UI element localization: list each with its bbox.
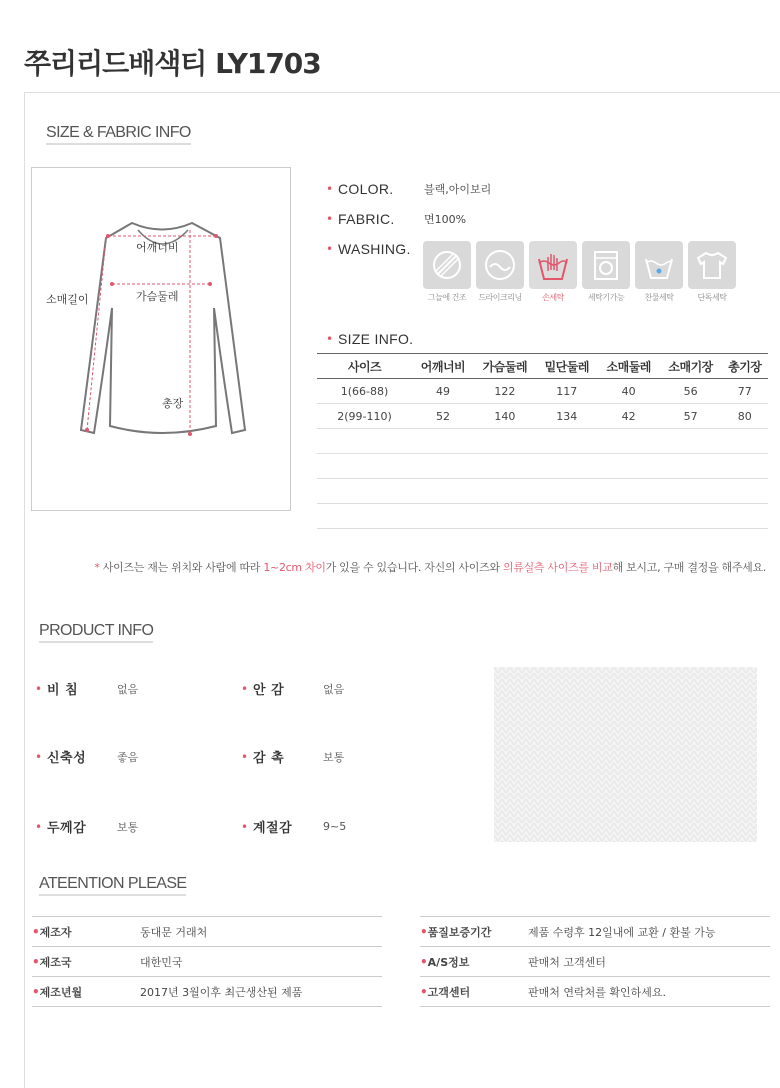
attention-table-right [420, 916, 770, 1007]
product-info-item [35, 679, 138, 698]
washing-icons [423, 241, 736, 303]
size-table-header [317, 354, 768, 379]
table-cell: 77 [722, 379, 768, 404]
size-info-row [326, 331, 413, 347]
bullet-icon: • [326, 212, 334, 226]
col-header: 소매둘레 [598, 354, 660, 379]
tshirt-outline-icon [32, 168, 292, 512]
garment-diagram [31, 167, 291, 511]
bullet-icon: • [326, 242, 334, 256]
bullet-icon: • [420, 984, 428, 999]
shade-dry-icon [423, 241, 471, 289]
color-label: COLOR. [338, 181, 394, 197]
col-header: 사이즈 [317, 354, 412, 379]
attention-key-label: 품질보증기간 [427, 925, 492, 939]
attention-key [32, 947, 140, 977]
diagram-label-length: 총장 [162, 397, 184, 410]
table-cell: 2(99-110) [317, 404, 412, 429]
wash-item-dry-clean [476, 241, 524, 303]
bullet-icon: • [420, 924, 428, 939]
product-info-item [241, 679, 344, 698]
attention-key [32, 977, 140, 1007]
bullet-icon: • [35, 749, 43, 764]
wash-item-cold-wash [635, 241, 683, 303]
table-cell: 57 [660, 404, 722, 429]
attention-value: 대한민국 [140, 947, 382, 977]
attention-value: 판매처 연락처를 확인하세요. [528, 977, 770, 1007]
washing-row [326, 241, 424, 257]
table-cell: 117 [536, 379, 598, 404]
washing-label: WASHING. [338, 241, 411, 257]
bullet-icon: • [326, 182, 334, 196]
table-row [420, 917, 770, 947]
table-row [317, 404, 768, 429]
col-header: 소매기장 [660, 354, 722, 379]
product-info-value: 보통 [323, 750, 345, 764]
note-text-2: 가 있을 수 있습니다. 자신의 사이즈와 [325, 561, 503, 574]
bullet-icon: • [32, 954, 40, 969]
bullet-icon: • [32, 924, 40, 939]
bullet-icon: • [35, 819, 43, 834]
table-row [32, 917, 382, 947]
col-header: 가슴둘레 [474, 354, 536, 379]
table-row-empty [317, 429, 768, 454]
table-row-empty [317, 454, 768, 479]
attention-key [32, 917, 140, 947]
machine-wash-icon [582, 241, 630, 289]
fabric-value: 면100% [424, 213, 467, 226]
note-highlight-1: 1~2cm 차이 [263, 561, 326, 574]
product-title: 쭈리리드배색티 LY1703 [24, 47, 321, 80]
product-info-heading: PRODUCT INFO [39, 622, 153, 643]
wash-caption: 단독세탁 [697, 293, 727, 302]
product-info-value: 보통 [117, 820, 139, 834]
product-info-value: 9~5 [323, 820, 347, 833]
attention-key-label: A/S정보 [427, 955, 470, 969]
wash-caption: 찬물세탁 [644, 293, 674, 302]
diagram-label-shoulder: 어깨너비 [136, 241, 179, 254]
attention-key-label: 고객센터 [427, 985, 471, 999]
table-cell: 40 [598, 379, 660, 404]
attention-key-label: 제조자 [39, 925, 72, 939]
wash-caption: 손세탁 [542, 293, 564, 302]
table-cell: 52 [412, 404, 474, 429]
wash-item-hand-wash [529, 241, 577, 303]
size-info-label: SIZE INFO. [338, 331, 414, 347]
wash-item-machine-wash [582, 241, 630, 303]
wash-item-separate-wash [688, 241, 736, 303]
bullet-icon: • [420, 954, 428, 969]
product-info-key: 계절감 [253, 821, 293, 836]
cold-wash-icon [635, 241, 683, 289]
col-header: 밑단둘레 [536, 354, 598, 379]
attention-key-label: 제조년월 [39, 985, 83, 999]
product-info-value: 없음 [117, 682, 139, 696]
attention-value: 동대문 거래처 [140, 917, 382, 947]
col-header: 총기장 [722, 354, 768, 379]
product-info-item [35, 817, 138, 836]
bullet-icon: • [35, 681, 43, 696]
product-info-item [241, 817, 346, 836]
wash-item-shade-dry [423, 241, 471, 303]
product-info-key: 두께감 [47, 821, 87, 836]
hand-wash-icon [529, 241, 577, 289]
color-value: 블랙,아이보리 [424, 183, 492, 196]
attention-key-label: 제조국 [39, 955, 72, 969]
product-info-item [35, 747, 138, 766]
size-note [94, 559, 766, 575]
attention-key [420, 977, 528, 1007]
dry-clean-icon [476, 241, 524, 289]
product-info-key: 안 감 [253, 683, 285, 698]
table-cell: 1(66-88) [317, 379, 412, 404]
attention-value: 판매처 고객센터 [528, 947, 770, 977]
product-info-key: 감 촉 [253, 751, 285, 766]
diagram-label-chest: 가슴둘레 [136, 290, 179, 303]
color-row [326, 181, 491, 197]
bullet-icon: • [241, 819, 249, 834]
col-header: 어깨너비 [412, 354, 474, 379]
attention-table-left [32, 916, 382, 1007]
separate-wash-icon [688, 241, 736, 289]
fabric-row [326, 211, 466, 227]
wash-caption: 드라이크리닝 [478, 293, 522, 302]
note-text-3: 해 보시고, 구매 결정을 해주세요. [612, 561, 766, 574]
size-fabric-heading: SIZE & FABRIC INFO [46, 124, 191, 145]
table-cell: 42 [598, 404, 660, 429]
fabric-label: FABRIC. [338, 211, 395, 227]
attention-value: 2017년 3월이후 최근생산된 제품 [140, 977, 382, 1007]
table-cell: 56 [660, 379, 722, 404]
diagram-label-sleeve: 소매길이 [46, 293, 89, 306]
fabric-texture-image [494, 667, 757, 842]
table-row [420, 947, 770, 977]
table-cell: 80 [722, 404, 768, 429]
note-highlight-2: 의류실측 사이즈를 비교 [502, 561, 613, 574]
table-cell: 49 [412, 379, 474, 404]
bullet-icon: • [241, 749, 249, 764]
bullet-icon: • [241, 681, 249, 696]
table-row-empty [317, 479, 768, 504]
attention-key [420, 917, 528, 947]
table-row [420, 977, 770, 1007]
size-table [317, 353, 768, 529]
table-row [317, 379, 768, 404]
table-cell: 140 [474, 404, 536, 429]
product-info-item [241, 747, 344, 766]
wash-caption: 세탁기가능 [587, 293, 625, 302]
attention-value: 제품 수령후 12일내에 교환 / 환불 가능 [528, 917, 770, 947]
table-row-empty [317, 504, 768, 529]
note-text-1: 사이즈는 재는 위치와 사람에 따라 [102, 561, 264, 574]
bullet-icon: • [32, 984, 40, 999]
note-star: * [94, 561, 100, 574]
table-row [32, 947, 382, 977]
bullet-icon: • [326, 332, 334, 346]
product-info-value: 없음 [323, 682, 345, 696]
product-info-key: 비 침 [47, 683, 79, 698]
table-cell: 134 [536, 404, 598, 429]
table-cell: 122 [474, 379, 536, 404]
attention-key [420, 947, 528, 977]
product-info-key: 신축성 [47, 751, 87, 766]
product-info-value: 좋음 [117, 750, 139, 764]
table-row [32, 977, 382, 1007]
wash-caption: 그늘에 건조 [427, 293, 467, 302]
attention-heading: ATEENTION PLEASE [39, 875, 186, 896]
